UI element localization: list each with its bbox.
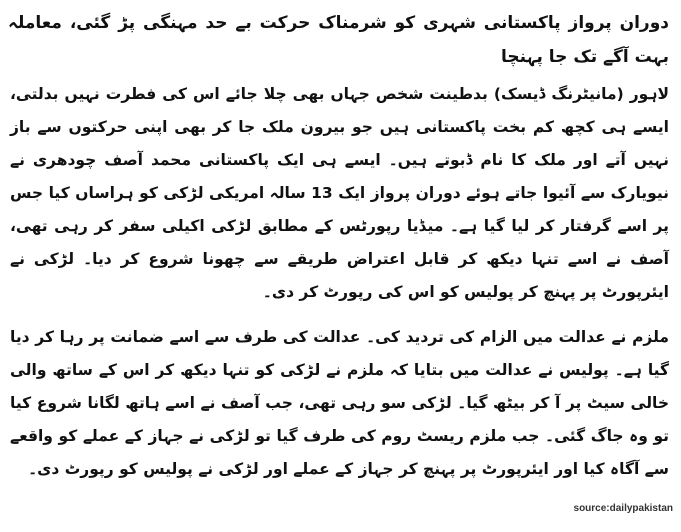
news-article	[8, 6, 673, 526]
article-paragraph-2: ملزم نے عدالت میں الزام کی تردید کی۔ عدالت کی طرف سے اسے ضمانت پر رہا کر دیا گیا ہے۔ پولیس نے عدالت میں بتایا کہ ملزم نے لڑکی کو تنہا دیکھ کر اس کے ساتھ والی خالی سیٹ پر آ کر بیٹھ گیا۔ لڑکی سو رہی تھی، جب آصف نے اسے ہاتھ لگانا شروع کیا تو وہ جاگ گئی۔ جب ملزم ریسٹ روم کی طرف گیا تو لڑکی نے جہاز کے عملے کو واقعے سے آگاہ کیا اور ایئرپورٹ پر پہنچ کر جہاز کے عملے اور لڑکی نے پولیس کو رپورٹ دی۔	[10, 328, 669, 478]
article-paragraph-1: لاہور (مانیٹرنگ ڈیسک) بدطینت شخص جہاں بھی چلا جائے اس کی فطرت نہیں بدلتی، ایسے ہی کچھ کم بخت پاکستانی ہیں جو بیرون ملک جا کر بھی اپنی حرکتوں سے باز نہیں آتے اور ملک کا نام ڈبوتے ہیں۔ ایسے ہی ایک پاکستانی محمد آصف چودھری نے نیویارک سے آئیوا جاتے ہوئے دوران پرواز ایک 13 سالہ امریکی لڑکی کو ہراساں کیا جس پر اسے گرفتار کر لیا گیا ہے۔ میڈیا رپورٹس کے مطابق لڑکی اکیلی سفر کر رہی تھی، آصف نے اسے تنہا دیکھ کر قابل اعتراض طریقے سے چھونا شروع کر دیا۔ لڑکی نے ایئرپورٹ پر پہنچ کر پولیس کو اس کی رپورٹ کر دی۔	[10, 85, 669, 301]
source-credit: source:dailypakistan	[573, 503, 673, 514]
article-headline: دوران پرواز پاکستانی شہری کو شرمناک حرکت بے حد مہنگی پڑ گئی، معاملہ بہت آگے تک جا پہنچا	[8, 13, 669, 67]
